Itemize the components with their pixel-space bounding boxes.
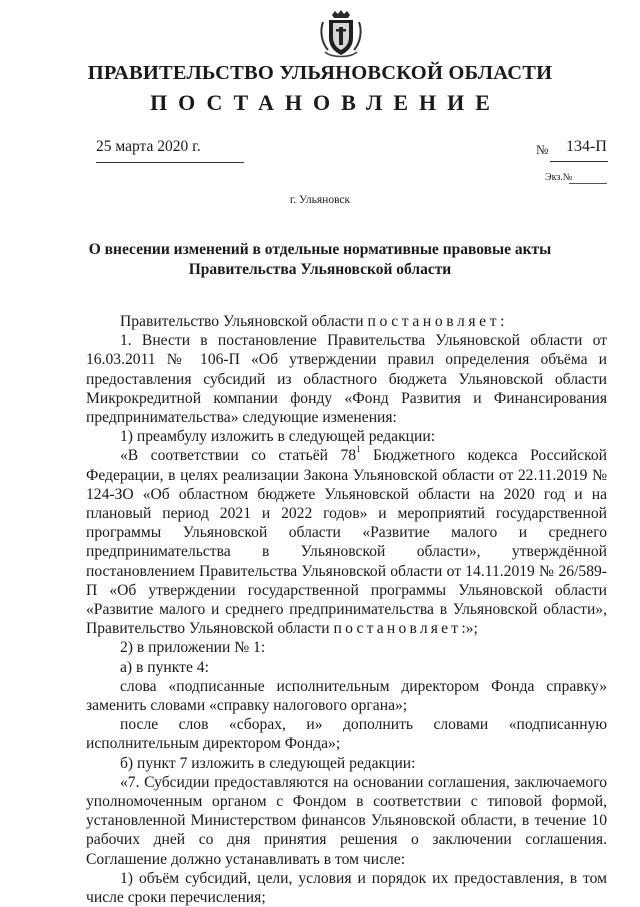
intro-colon: : (500, 313, 505, 330)
copy-underline (569, 183, 607, 184)
clause-1: 1. Внести в постановление Правительства Ульяновской области от 16.03.2011 № 106-П «Об утверждении правил определения объёма и предоставления субсидий из областного бюджета Ульяновской области Микрокредитной компании фонду «Фонд Развития и Финансирования предпринимательства» следующие изменения: (86, 332, 607, 427)
intro-text: Правительство Ульяновской области (120, 313, 368, 330)
copy-label: Экз.№ (545, 172, 573, 183)
intro-paragraph (86, 312, 607, 331)
city-name: г. Ульяновск (289, 194, 351, 206)
amendment-words-1: слова «подписанные исполнительным директором Фонда справку» заменить словами «справку налогового органа»; (86, 677, 607, 715)
point-7-item-1: 1) объём субсидий, цели, условия и порядок их предоставления, в том числе сроки перечисления; (86, 869, 607, 907)
clause-1-2: 2) в приложении № 1: (120, 639, 266, 657)
decree-number-field (536, 138, 608, 162)
number-sign: № (536, 142, 549, 157)
number-underline (550, 161, 608, 162)
preamble-text-a: «В соответствии со статьёй 78 (120, 447, 357, 465)
intro-spaced-verb: постановляет (367, 313, 501, 330)
heading-line-1: О внесении изменений в отдельные нормативные правовые акты (88, 241, 552, 258)
copy-number-field (545, 172, 607, 186)
preamble-spaced-verb: постановляет (333, 620, 462, 638)
article-superscript: 1 (356, 444, 361, 455)
decree-date-field (96, 138, 244, 163)
preamble-text-b: Бюджетного кодекса Российской Федерации, в целях реализации Закона Ульяновской области от 22.11.2019 № 124-ЗО «Об областном бюджете Ульяновской области на 2020 год и на плановый период 2021 и 2022 годов» и мероприятий государственной программы Ульяновской области «Развитие малого и среднего предпринимательства в Ульяновской области», утверждённой постановлением Правительства Ульяновской области от 14.11.2019 № 26/589-П «Об утверждении государственной программы Ульяновской области «Развитие малого и среднего предпринимательства в Ульяновской области», Правительство Ульяновской области (86, 447, 607, 638)
decree-heading (80, 240, 560, 280)
preamble-quote (86, 446, 607, 638)
decree-number: 134-П (566, 138, 607, 155)
clause-1-1: 1) преамбулу изложить в следующей редакции: (120, 428, 436, 446)
point-7-text: «7. Субсидии предоставляются на основании соглашения, заключаемого уполномоченным органом с Фондом в соответствии с типовой формой, установленной Министерством финансов Ульяновской области, в течение 10 рабочих дней со дня принятия решения о заключении соглашения. Соглашение должно устанавливать в том числе: (86, 773, 607, 868)
decree-body (86, 312, 607, 907)
document-type-title: ПОСТАНОВЛЕНИЕ (150, 90, 501, 115)
amendment-words-2: после слов «сборах, и» дополнить словами «подписанную исполнительным директором Фонда»; (86, 716, 607, 753)
preamble-end: :»; (461, 620, 478, 638)
heading-line-2: Правительства Ульяновской области (188, 261, 452, 278)
decree-date: 25 марта 2020 г. (96, 138, 201, 155)
subclause-a: а) в пункте 4: (120, 658, 209, 676)
government-title: ПРАВИТЕЛЬСТВО УЛЬЯНОВСКОЙ ОБЛАСТИ (87, 62, 553, 84)
subclause-b: б) пункт 7 изложить в следующей редакции: (120, 754, 416, 772)
coat-of-arms-emblem (318, 8, 364, 60)
